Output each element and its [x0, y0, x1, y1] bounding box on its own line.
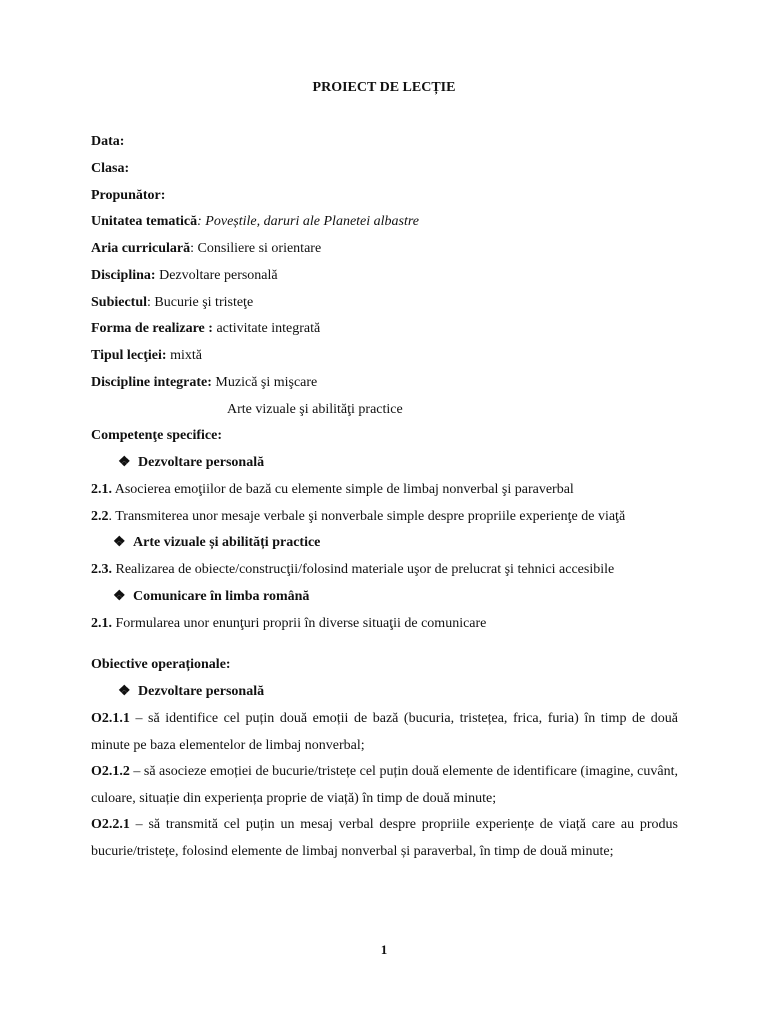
- obiective-heading: Obiective operaționale:: [91, 657, 231, 672]
- competenta-item-4: [91, 615, 486, 633]
- competenta-item-1: [91, 481, 574, 499]
- obiective-section: [118, 683, 264, 701]
- competente-heading: Competenţe specifice:: [91, 428, 223, 443]
- objective-text: – să transmită cel puțin un mesaj verbal despre propriile experiențe de viață care au produs bucurie/tristețe, folosind elemente de limbaj nonverbal și paraverbal, în timp de două minute;: [91, 817, 678, 859]
- disciplina-value: Dezvoltare personală: [155, 268, 278, 283]
- forma-value: activitate integrată: [212, 321, 321, 336]
- subiectul-label: Subiectul: [91, 295, 148, 310]
- item-code: 2.1.: [91, 616, 112, 631]
- competenta-item-3: [91, 561, 614, 579]
- obiectiv-item-3: [91, 812, 678, 865]
- data-label: Data:: [91, 134, 125, 149]
- section-title: Dezvoltare personală: [138, 455, 265, 470]
- tipul-row: [91, 347, 202, 365]
- competente-section-2: [113, 534, 320, 552]
- unitatea-label: Unitatea tematică: [91, 214, 198, 229]
- item-code: 2.3.: [91, 562, 112, 577]
- integrate-label: Discipline integrate:: [91, 375, 212, 390]
- unitatea-row: [91, 213, 419, 231]
- forma-label: Forma de realizare :: [91, 321, 213, 336]
- subiectul-value: : Bucurie şi tristeţe: [147, 295, 254, 310]
- item-text: Formularea unor enunţuri proprii în diverse situaţii de comunicare: [112, 616, 487, 631]
- page-number: 1: [380, 942, 388, 957]
- aria-label: Aria curriculară: [91, 241, 191, 256]
- obiectiv-item-2: [91, 759, 678, 812]
- section-title: Dezvoltare personală: [138, 684, 265, 699]
- item-text: Asocierea emoţiilor de bază cu elemente simple de limbaj nonverbal şi paraverbal: [112, 482, 574, 497]
- integrate-value-2: Arte vizuale şi abilităţi practice: [227, 402, 403, 417]
- item-text: Realizarea de obiecte/construcţii/folosind materiale uşor de prelucrat şi tehnici accesibile: [112, 562, 615, 577]
- clasa-label: Clasa:: [91, 161, 130, 176]
- competenta-item-2: [91, 508, 625, 526]
- integrate-value-1: Muzică şi mişcare: [211, 375, 318, 390]
- propunator-label: Propunător:: [91, 188, 166, 203]
- aria-row: [91, 240, 321, 258]
- objective-code: O2.1.1: [91, 711, 130, 726]
- item-text: . Transmiterea unor mesaje verbale şi nonverbale simple despre propriile experienţe de viaţă: [108, 509, 626, 524]
- aria-value: : Consiliere si orientare: [190, 241, 322, 256]
- integrate-row: [91, 374, 317, 392]
- section-title: Arte vizuale și abilități practice: [133, 535, 321, 550]
- objective-text: – să identifice cel puțin două emoții de bază (bucuria, tristețea, frica, furia) în timp de două minute pe baza elementelor de limbaj nonverbal;: [91, 711, 678, 753]
- tipul-label: Tipul lecţiei:: [91, 348, 167, 363]
- objective-code: O2.2.1: [91, 817, 130, 832]
- unitatea-value: : Poveștile, daruri ale Planetei albastre: [197, 214, 420, 229]
- subiectul-row: [91, 294, 253, 312]
- obiectiv-item-1: [91, 706, 678, 759]
- forma-row: [91, 320, 320, 338]
- objective-code: O2.1.2: [91, 764, 130, 779]
- bullet-diamond-icon: ❖: [118, 684, 131, 699]
- item-code: 2.1.: [91, 482, 112, 497]
- competente-section-3: [113, 588, 309, 606]
- disciplina-label: Disciplina:: [91, 268, 156, 283]
- item-code: 2.2: [91, 509, 109, 524]
- bullet-diamond-icon: ❖: [113, 535, 126, 550]
- disciplina-row: [91, 267, 278, 285]
- bullet-diamond-icon: ❖: [118, 455, 131, 470]
- objective-text: – să asocieze emoției de bucurie/tristețe cel puțin două elemente de identificare (imagine, cuvânt, culoare, situație din experiența proprie de viață) în timp de două minute;: [91, 764, 678, 806]
- section-title: Comunicare în limba română: [133, 589, 310, 604]
- document-title: PROIECT DE LECȚIE: [312, 80, 456, 95]
- bullet-diamond-icon: ❖: [113, 589, 126, 604]
- tipul-value: mixtă: [166, 348, 202, 363]
- competente-section-1: [118, 454, 264, 472]
